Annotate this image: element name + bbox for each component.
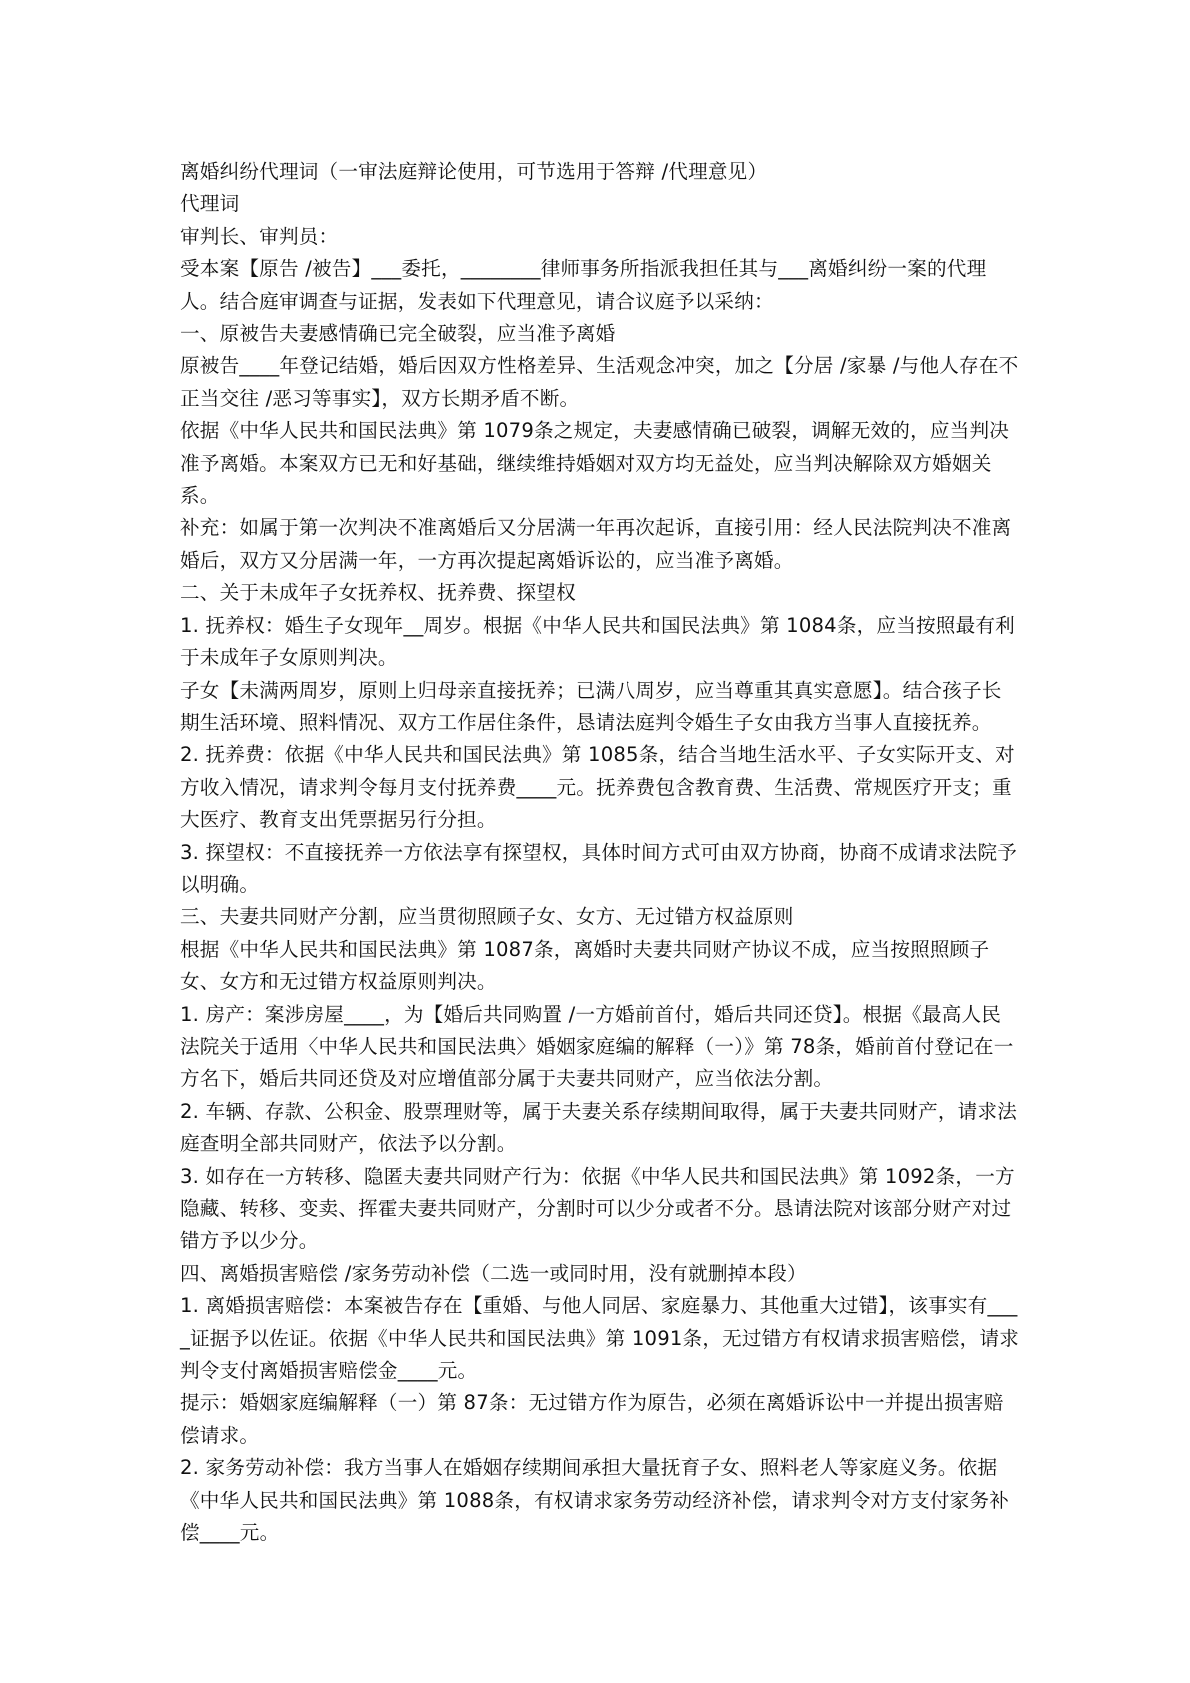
paragraph: 3. 如存在一方转移、隐匿夫妻共同财产行为：依据《中华人民共和国民法典》第 1092条，一方隐藏、转移、变卖、挥霍夫妻共同财产，分割时可以少分或者不分。恳请法院对该部分财产对过错方予以少分。	[180, 1164, 1015, 1253]
paragraph: 2. 车辆、存款、公积金、股票理财等，属于夫妻关系存续期间取得，属于夫妻共同财产，请求法庭查明全部共同财产，依法予以分割。	[180, 1099, 1018, 1156]
section-heading-2: 二、关于未成年子女抚养权、抚养费、探望权	[180, 581, 576, 605]
salutation: 审判长、审判员：	[180, 224, 339, 248]
section-heading-1: 一、原被告夫妻感情确已完全破裂，应当准予离婚	[180, 322, 616, 346]
paragraph: 依据《中华人民共和国民法典》第 1079条之规定，夫妻感情确已破裂，调解无效的，应当判决准予离婚。本案双方已无和好基础，继续维持婚姻对双方均无益处，应当判决解除双方婚姻关系。	[180, 419, 1010, 508]
paragraph: 1. 房产：案涉房屋____，为【婚后共同购置 /一方婚前首付，婚后共同还贷】。根据《最高人民法院关于适用〈中华人民共和国民法典〉婚姻家庭编的解释（一）》第 78条，婚前首付登记在一方名下，婚后共同还贷及对应增值部分属于夫妻共同财产，应当依法分割。	[180, 1002, 1014, 1091]
paragraph: 子女【未满两周岁，原则上归母亲直接抚养；已满八周岁，应当尊重其真实意愿】。结合孩子长期生活环境、照料情况、双方工作居住条件，恳请法庭判令婚生子女由我方当事人直接抚养。	[180, 678, 1002, 734]
paragraph: 1. 离婚损害赔偿：本案被告存在【重婚、与他人同居、家庭暴力、其他重大过错】，该事实有____证据予以佐证。依据《中华人民共和国民法典》第 1091条，无过错方有权请求损害赔偿，请求判令支付离婚损害赔偿金____元。	[180, 1294, 1020, 1383]
paragraph: 提示：婚姻家庭编解释（一）第 87条：无过错方作为原告，必须在离婚诉讼中一并提出损害赔偿请求。	[180, 1391, 1004, 1447]
document-title: 离婚纠纷代理词（一审法庭辩论使用，可节选用于答辩 /代理意见）	[180, 160, 768, 183]
document-subtitle: 代理词	[180, 192, 240, 216]
paragraph: 原被告____年登记结婚，婚后因双方性格差异、生活观念冲突，加之【分居 /家暴 /与他人存在不正当交往 /恶习等事实】，双方长期矛盾不断。	[180, 354, 1019, 410]
intro-paragraph: 受本案【原告 /被告】___委托，________律师事务所指派我担任其与___离婚纠纷一案的代理人。结合庭审调查与证据，发表如下代理意见，请合议庭予以采纳：	[180, 257, 987, 313]
paragraph: 1. 抚养权：婚生子女现年__周岁。根据《中华人民共和国民法典》第 1084条，应当按照最有利于未成年子女原则判决。	[180, 613, 1015, 670]
paragraph: 2. 抚养费：依据《中华人民共和国民法典》第 1085条，结合当地生活水平、子女实际开支、对方收入情况，请求判令每月支付抚养费____元。抚养费包含教育费、生活费、常规医疗开支；重大医疗、教育支出凭票据另行分担。	[180, 743, 1015, 832]
paragraph: 3. 探望权：不直接抚养一方依法享有探望权，具体时间方式可由双方协商，协商不成请求法院予以明确。	[180, 840, 1018, 896]
paragraph: 补充：如属于第一次判决不准离婚后又分居满一年再次起诉，直接引用：经人民法院判决不准离婚后，双方又分居满一年，一方再次提起离婚诉讼的，应当准予离婚。	[180, 516, 1012, 572]
paragraph: 根据《中华人民共和国民法典》第 1087条，离婚时夫妻共同财产协议不成，应当按照照顾子女、女方和无过错方权益原则判决。	[180, 937, 990, 994]
document-body	[180, 156, 1020, 1549]
paragraph: 2. 家务劳动补偿：我方当事人在婚姻存续期间承担大量抚育子女、照料老人等家庭义务。依据《中华人民共和国民法典》第 1088条，有权请求家务劳动经济补偿，请求判令对方支付家务补偿____元。	[180, 1456, 1010, 1545]
section-heading-3: 三、夫妻共同财产分割，应当贯彻照顾子女、女方、无过错方权益原则	[180, 905, 794, 929]
section-heading-4: 四、离婚损害赔偿 /家务劳动补偿（二选一或同时用，没有就删掉本段）	[180, 1261, 807, 1285]
